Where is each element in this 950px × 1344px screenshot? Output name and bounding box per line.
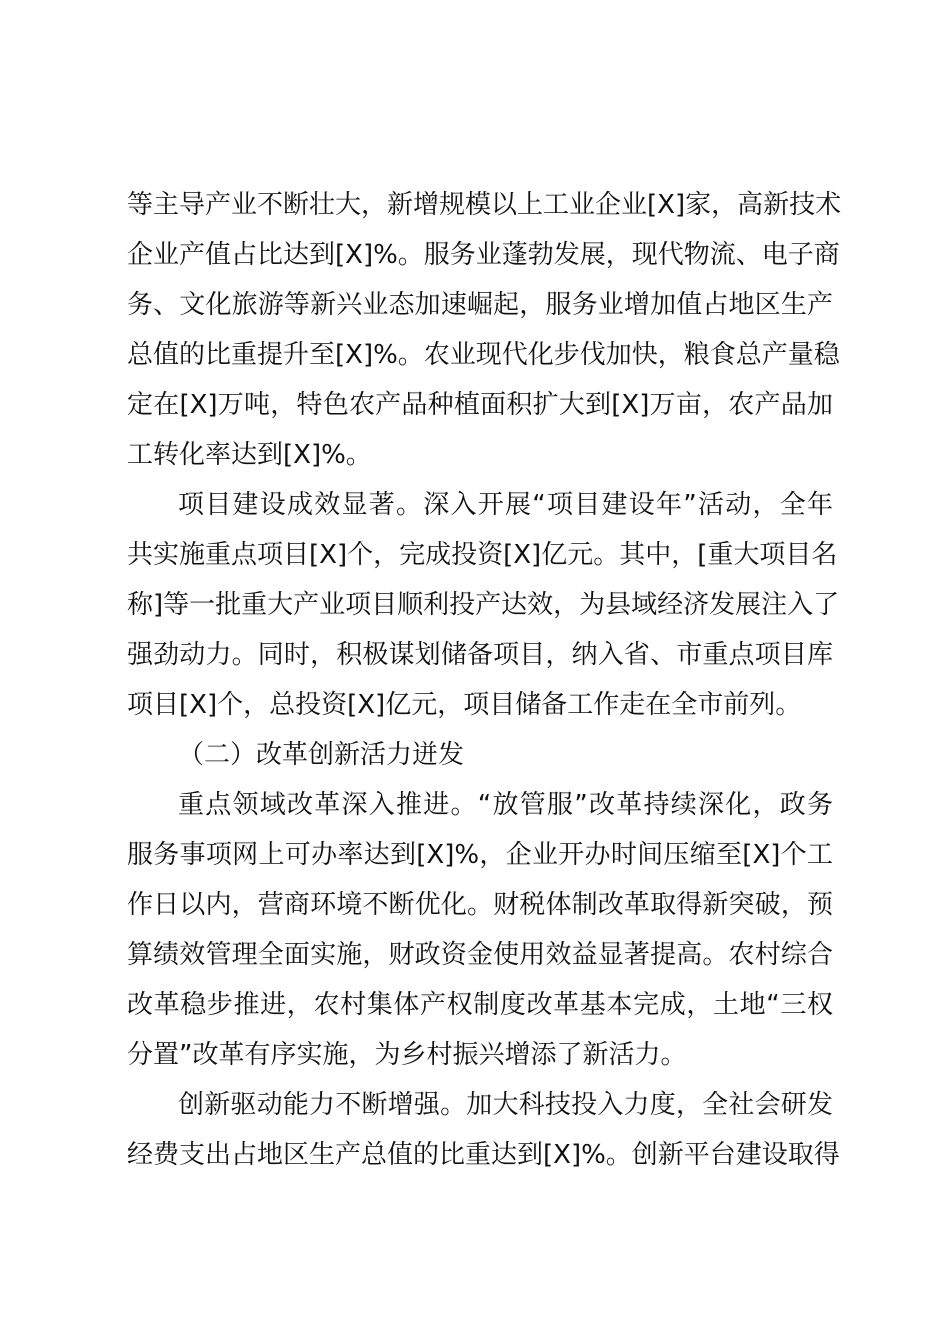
section-heading: （二）改革创新活力迸发 [178, 740, 465, 770]
text-line: 企业产值占比达到[X]%。服务业蓬勃发展，现代物流、电子商 [127, 240, 840, 270]
text-line: 共实施重点项目[X]个，完成投资[X]亿元。其中，[重大项目名 [127, 540, 838, 570]
text-line: 分置”改革有序实施，为乡村振兴增添了新活力。 [127, 1040, 687, 1070]
text-line: 经费支出占地区生产总值的比重达到[X]%。创新平台建设取得 [127, 1140, 840, 1170]
paragraph-heading-line: 项目建设成效显著。深入开展“项目建设年”活动，全年 [178, 490, 833, 520]
text-line: 称]等一批重大产业项目顺利投产达效，为县域经济发展注入了 [127, 590, 840, 620]
text-line: 项目[X]个，总投资[X]亿元，项目储备工作走在全市前列。 [127, 690, 802, 720]
text-line: 算绩效管理全面实施，财政资金使用效益显著提高。农村综合 [127, 940, 833, 970]
text-line: 总值的比重提升至[X]%。农业现代化步伐加快，粮食总产量稳 [127, 340, 840, 370]
text-line: 作日以内，营商环境不断优化。财税体制改革取得新突破，预 [127, 890, 833, 920]
text-line: 服务事项网上可办率达到[X]%，企业开办时间压缩至[X]个工 [127, 840, 833, 870]
text-line: 务、文化旅游等新兴业态加速崛起，服务业增加值占地区生产 [127, 290, 833, 320]
text-line: 定在[X]万吨，特色农产品种植面积扩大到[X]万亩，农产品加 [127, 390, 833, 420]
text-line: 强劲动力。同时，积极谋划储备项目，纳入省、市重点项目库 [127, 640, 833, 670]
text-line: 改革稳步推进，农村集体产权制度改革基本完成，土地“三权 [127, 990, 833, 1020]
paragraph-heading-line: 重点领域改革深入推进。“放管服”改革持续深化，政务 [178, 790, 833, 820]
paragraph-heading-line: 创新驱动能力不断增强。加大科技投入力度，全社会研发 [178, 1090, 833, 1120]
text-line: 工转化率达到[X]%。 [127, 440, 372, 470]
text-line: 等主导产业不断壮大，新增规模以上工业企业[X]家，高新技术 [127, 190, 842, 220]
